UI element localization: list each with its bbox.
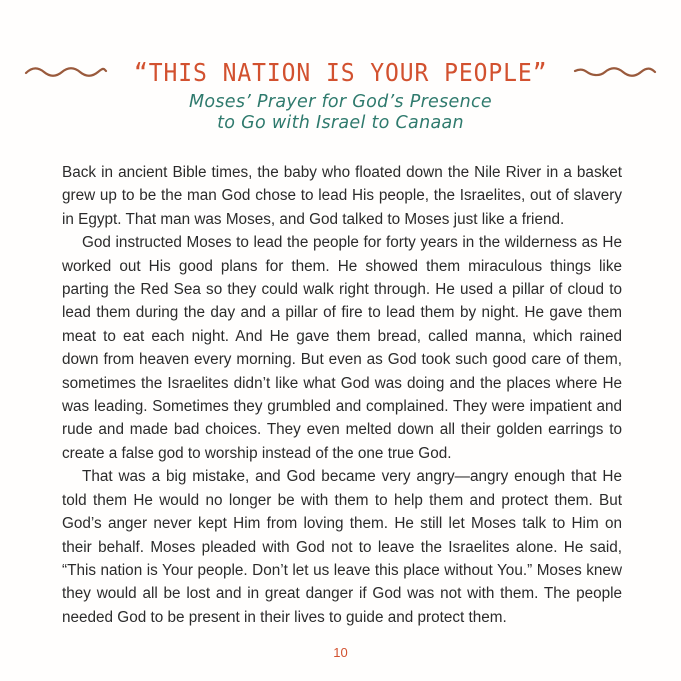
paragraph-3: That was a big mistake, and God became very angry—angry enough that He told them He would no longer be with them to help them and protect them. But God’s anger never kept Him from loving them. He still let Moses talk to Him on their behalf. Moses pleaded with God not to leave the Israelites alone. He said, “This nation is Your people. Don’t let us leave this place without You.” Moses knew they would all be lost and in great danger if God was not with them. The people needed God to be present in their lives to guide and protect them.: [62, 468, 622, 626]
squiggle-ornament-right-icon: [573, 65, 657, 79]
page-number: 10: [333, 645, 348, 660]
subtitle-line-2: to Go with Israel to Canaan: [217, 113, 464, 133]
page-title: “THIS NATION IS YOUR PEOPLE”: [133, 57, 548, 87]
subtitle-line-1: Moses’ Prayer for God’s Presence: [188, 92, 492, 112]
body-text: [62, 161, 622, 629]
paragraph-2: God instructed Moses to lead the people for forty years in the wilderness as He worked out His good plans for them. He showed them miraculous things like parting the Red Sea so they could walk right through. He used a pillar of cloud to lead them during the day and a pillar of fire to lead them by night. He gave them meat to eat each night. And He gave them bread, called manna, which rained down from heaven every morning. But even as God took such good care of them, sometimes the Israelites didn’t like what God was doing and the places where He was leading. Sometimes they grumbled and complained. They were impatient and rude and made bad choices. They even melted down all their golden earrings to create a false god to worship instead of the one true God.: [62, 234, 622, 462]
title-row: [0, 54, 681, 90]
squiggle-ornament-left-icon: [24, 65, 108, 79]
paragraph-1: Back in ancient Bible times, the baby who floated down the Nile River in a basket grew up to be the man God chose to lead His people, the Israelites, out of slavery in Egypt. That man was Moses, and God talked to Moses just like a friend.: [62, 164, 622, 228]
